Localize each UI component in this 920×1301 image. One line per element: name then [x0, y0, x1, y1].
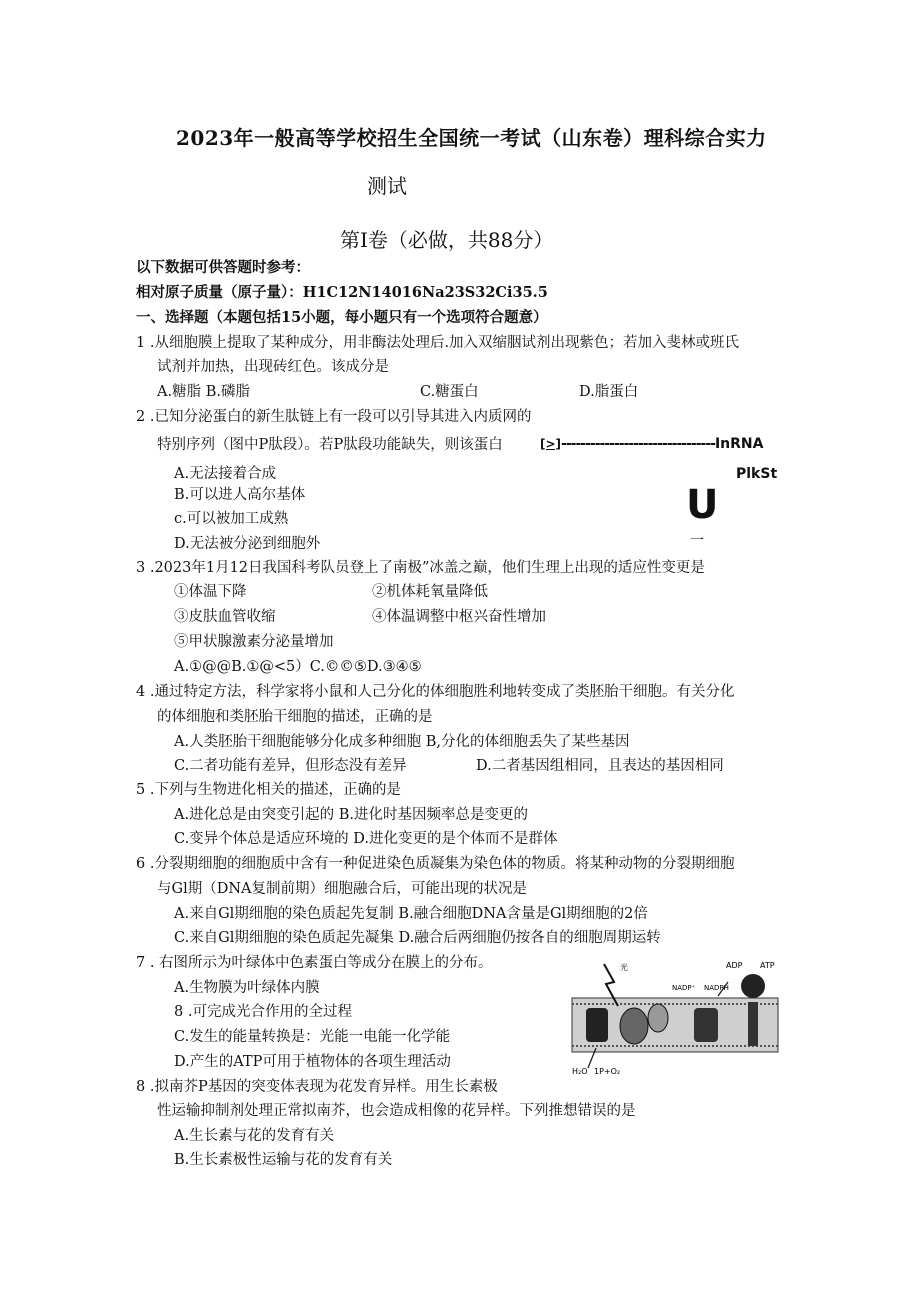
mrna-prefix: [>]: [540, 437, 562, 451]
exam-title-line1: 2023年一般高等学校招生全国统一考试（山东卷）理科综合实力: [176, 126, 767, 150]
photosystem-i-complex: [694, 1008, 718, 1042]
q4-option-ab: A.人类胚胎干细胞能够分化成多种细胞 B,分化的体细胞丢失了某些基因: [174, 734, 630, 750]
q8-option-b: B.生长素极性运输与花的发育有关: [174, 1152, 393, 1168]
exam-title-line2: 测试: [367, 174, 407, 198]
q2-peptide-figure: [540, 432, 800, 552]
q3-item-1: ①体温下降: [174, 584, 247, 600]
protein-complex: [648, 1004, 668, 1032]
photosystem-ii-complex: [586, 1008, 608, 1042]
q1-option-d: D.脂蛋白: [579, 384, 639, 400]
q3-item-5: ⑤甲状腺激素分泌量增加: [174, 634, 334, 650]
q7-stem: 7 . 右图所示为叶绿体中色素蛋白等成分在膜上的分布。: [136, 955, 493, 971]
light-label: 光: [620, 963, 628, 972]
u-shape-label: U: [686, 482, 719, 528]
q2-option-d: D.无法被分泌到细胞外: [174, 536, 321, 552]
reference-line1: 以下数据可供答题时参考：: [136, 259, 310, 276]
q5-stem: 5 .下列与生物进化相关的描述，正确的是: [136, 782, 401, 798]
q2-stem-line1: 2 .已知分泌蛋白的新生肽链上有一段可以引导其进入内质网的: [136, 409, 532, 425]
nadp-label: NADP⁺: [672, 984, 696, 992]
mrna-dashes: --------------------------------: [561, 436, 715, 452]
nadph-label: NADPH: [704, 984, 729, 992]
q6-stem-line2: 与Gl期（DNA复制前期）细胞融合后，可能出现的状况是: [157, 881, 528, 897]
h2o-label: H₂O: [572, 1067, 588, 1076]
q3-item-2: ②机体耗氧量降低: [372, 584, 488, 600]
q6-stem-line1: 6 .分裂期细胞的细胞质中含有一种促进染色质凝集为染色体的物质。将某种动物的分裂期细胞: [136, 856, 735, 872]
q1-stem-line2: 试剂并加热，出现砖红色。该成分是: [157, 359, 389, 375]
q7-option-c: C.发生的能量转换是：光能一电能一化学能: [174, 1029, 451, 1045]
q2-option-b: B.可以进人高尔基体: [174, 487, 306, 503]
reference-line2: 相对原子质量（原子量）：H1C12N14016Na23S32Ci35.5: [136, 284, 548, 301]
q4-stem-line1: 4 .通过特定方法，科学家将小鼠和人己分化的体细胞胜利地转变成了类胚胎干细胞。有关分化: [136, 684, 735, 700]
q8-option-a: A.生长素与花的发育有关: [174, 1128, 335, 1144]
q3-item-3: ③皮肤血管收缩: [174, 609, 276, 625]
atp-label: ATP: [760, 961, 775, 970]
q1-stem-line1: 1 .从细胞膜上提取了某种成分，用非酶法处理后.加入双缩胭试剂出现紫色；若加入斐林或班氏: [136, 335, 740, 351]
plkst-label: PlkSt: [736, 466, 778, 482]
q2-option-c: c.可以被加工成熟: [174, 511, 289, 527]
q5-option-cd: C.变异个体总是适应环境的 D.进化变更的是个体而不是群体: [174, 831, 558, 847]
q3-stem: 3 .2023年1月12日我国科考队员登上了南极”冰盖之巅，他们生理上出现的适应性变更是: [136, 560, 705, 576]
q2-option-a: A.无法接着合成: [174, 466, 277, 482]
atp-synthase-stalk: [748, 1002, 758, 1046]
cytochrome-complex: [620, 1008, 648, 1044]
q7-option-d: D.产生的ATP可用于植物体的各项生理活动: [174, 1054, 451, 1070]
q3-item-4: ④体温调整中枢兴奋性增加: [372, 609, 546, 625]
q3-answers: A.①@@B.①@<5）C.©©⑤D.③④⑤: [174, 659, 422, 675]
o2-label: 1P+O₂: [594, 1067, 621, 1076]
q4-stem-line2: 的体细胞和类胚胎干细胞的描述，正确的是: [157, 709, 433, 725]
adp-label: ADP: [726, 961, 743, 970]
q7-option-a: A.生物膜为叶绿体内膜: [174, 980, 320, 996]
part1-heading: 一、选择题（本题包括15小题，每小题只有一个选项符合题意）: [136, 309, 548, 326]
q8-stem-line2: 性运输抑制剂处理正常拟南芥，也会造成相像的花异样。下列推想错误的是: [157, 1103, 636, 1119]
mrna-line: [540, 436, 785, 452]
atp-synthase-head: [741, 974, 765, 998]
section-heading: 第I卷（必做，共88分）: [340, 228, 554, 252]
mrna-label: InRNA: [714, 436, 764, 452]
q7-option-b: 8 .可完成光合作用的全过程: [174, 1004, 352, 1020]
q4-option-d: D.二者基因组相同，且表达的基因相同: [476, 758, 724, 774]
q1-option-c: C.糖蛋白: [420, 384, 479, 400]
q8-stem-line1: 8 .拟南芥P基因的突变体表现为花发育异样。用生长素极: [136, 1079, 498, 1095]
q6-option-ab: A.来自Gl期细胞的染色质起先复制 B.融合细胞DNA含量是Gl期细胞的2倍: [174, 906, 648, 922]
figure-dash: 一: [690, 533, 704, 549]
q1-option-ab: A.糖脂 B.磷脂: [157, 384, 250, 400]
q2-stem-line2: 特别序列（图中P肽段）。若P肽段功能缺失，则该蛋白: [157, 437, 503, 453]
q4-option-c: C.二者功能有差异，但形态没有差异: [174, 758, 407, 774]
q6-option-cd: C.来自Gl期细胞的染色质起先凝集 D.融合后两细胞仍按各自的细胞周期运转: [174, 930, 661, 946]
thylakoid-membrane-figure: [568, 956, 783, 1078]
q5-option-ab: A.进化总是由突变引起的 B.进化时基因频率总是变更的: [174, 807, 528, 823]
